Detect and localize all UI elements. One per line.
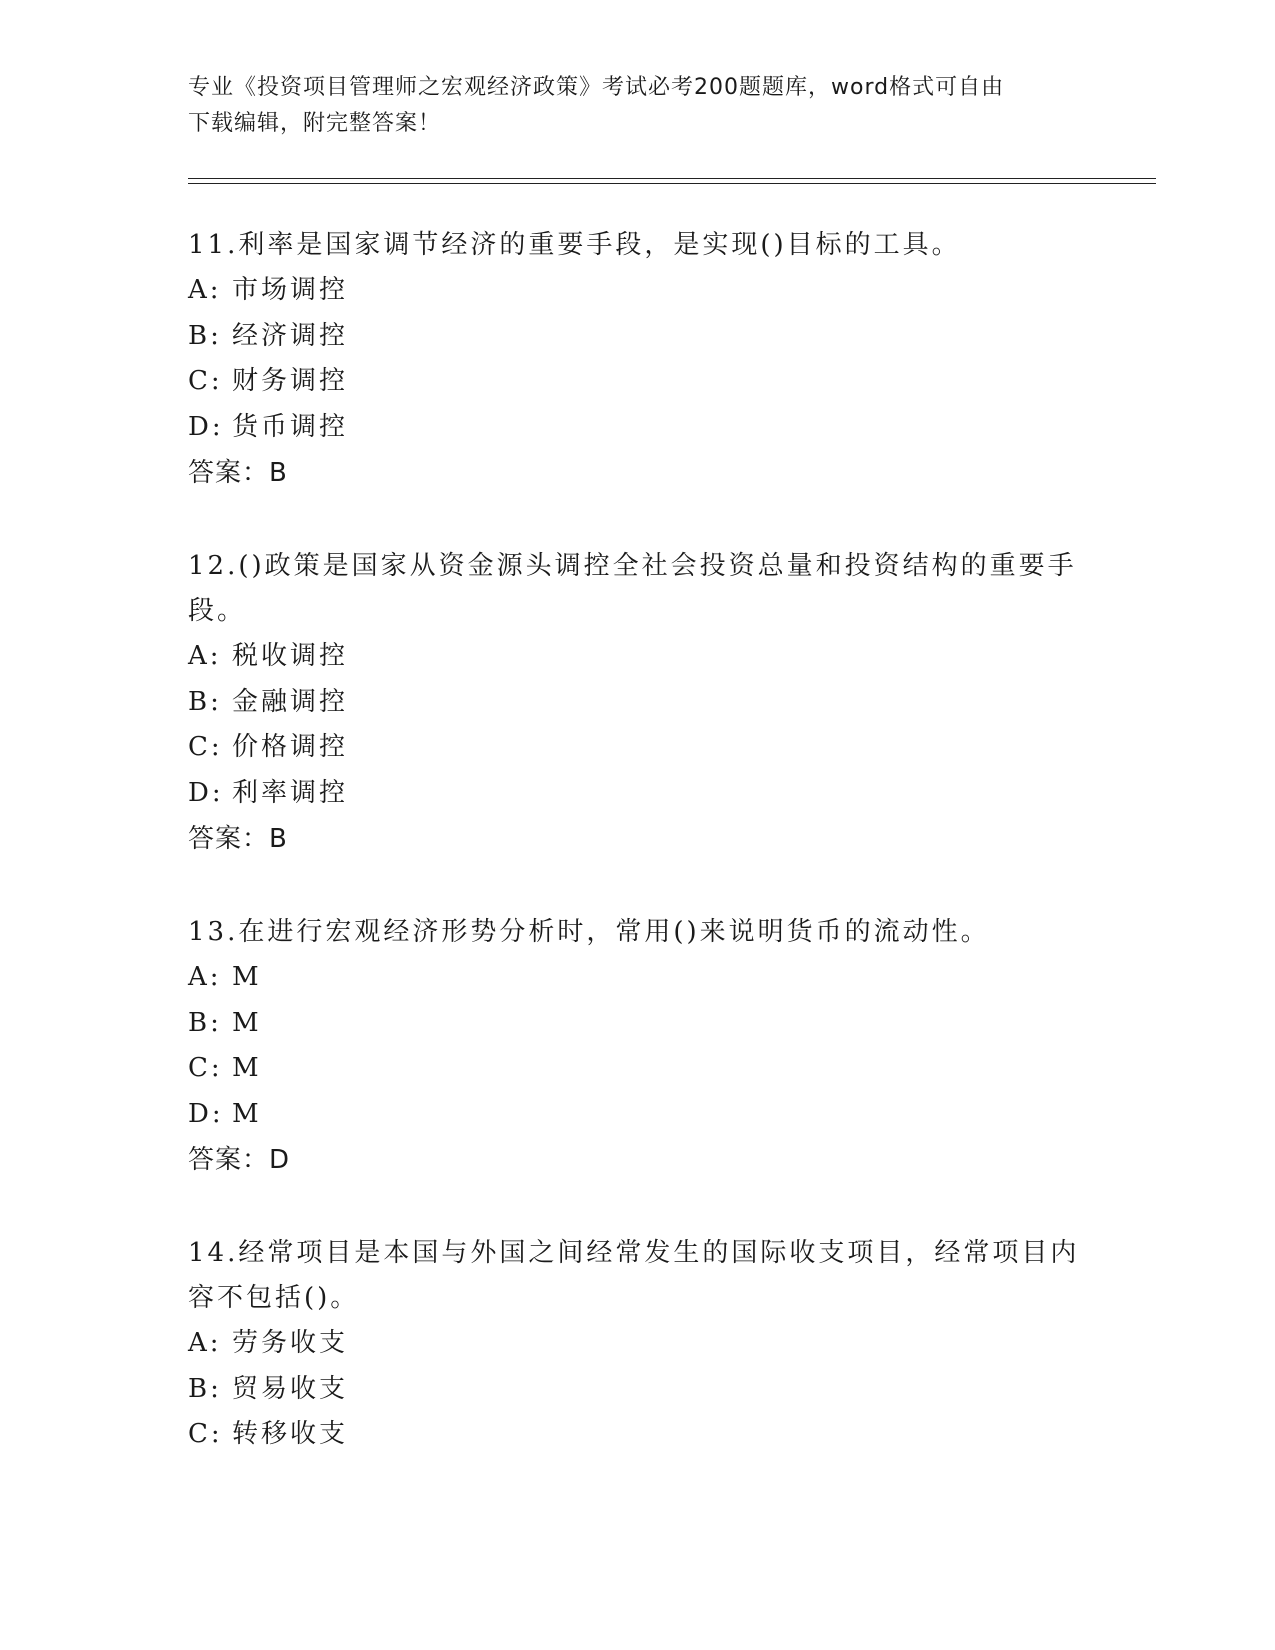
- option-label: D:: [188, 777, 224, 808]
- option-a: [188, 634, 1088, 680]
- option-label: A:: [188, 275, 222, 305]
- document-intro: [188, 70, 1068, 142]
- option-b: [188, 680, 1088, 726]
- question-stem: 11.利率是国家调节经济的重要手段，是实现()目标的工具。: [188, 230, 961, 260]
- option-text: M: [232, 1007, 262, 1038]
- answer-line: 答案：D: [188, 1145, 291, 1175]
- option-d: [188, 771, 1088, 817]
- option-text: 市场调控: [232, 275, 349, 305]
- option-a: [188, 1321, 1088, 1367]
- option-text: M: [232, 1098, 262, 1129]
- answer-line: 答案：B: [188, 458, 288, 488]
- answer-line: 答案：B: [188, 824, 288, 854]
- option-text: M: [232, 1053, 262, 1083]
- option-text: 价格调控: [232, 732, 349, 762]
- option-text: 利率调控: [232, 777, 349, 808]
- option-b: [188, 314, 1088, 360]
- question-stem: 14.经常项目是本国与外国之间经常发生的国际收支项目，经常项目内容不包括()。: [188, 1238, 1080, 1313]
- option-label: D:: [188, 411, 224, 442]
- option-label: C:: [188, 366, 223, 396]
- option-label: B:: [188, 1007, 222, 1038]
- option-text: 转移收支: [232, 1419, 349, 1449]
- option-text: 财务调控: [232, 366, 349, 396]
- question-12: [188, 544, 1088, 862]
- header-divider-top: [188, 178, 1156, 179]
- option-text: 金融调控: [232, 686, 349, 717]
- option-text: 税收调控: [232, 641, 349, 671]
- question-13: [188, 910, 1088, 1183]
- question-14: [188, 1231, 1088, 1458]
- intro-line-2: 下载编辑，附完整答案！: [188, 111, 442, 136]
- option-c: [188, 1412, 1088, 1458]
- option-text: 劳务收支: [232, 1328, 349, 1358]
- option-label: A:: [188, 1328, 222, 1358]
- question-11: [188, 223, 1088, 496]
- option-c: [188, 1046, 1088, 1092]
- option-a: [188, 268, 1088, 314]
- question-stem: 13.在进行宏观经济形势分析时，常用()来说明货币的流动性。: [188, 917, 990, 947]
- option-text: 贸易收支: [232, 1373, 349, 1404]
- option-c: [188, 359, 1088, 405]
- option-label: C:: [188, 1053, 223, 1083]
- option-b: [188, 1001, 1088, 1047]
- option-label: C:: [188, 732, 223, 762]
- question-list: [188, 223, 1088, 1506]
- option-label: B:: [188, 320, 222, 351]
- option-label: D:: [188, 1098, 224, 1129]
- option-label: A:: [188, 962, 222, 992]
- option-b: [188, 1367, 1088, 1413]
- header-divider-bottom: [188, 183, 1156, 184]
- option-text: 货币调控: [232, 411, 349, 442]
- option-d: [188, 1092, 1088, 1138]
- option-label: B:: [188, 686, 222, 717]
- option-label: B:: [188, 1373, 222, 1404]
- option-label: A:: [188, 641, 222, 671]
- option-c: [188, 725, 1088, 771]
- option-text: M: [232, 962, 262, 992]
- question-stem: 12.()政策是国家从资金源头调控全社会投资总量和投资结构的重要手段。: [188, 551, 1077, 626]
- intro-line-1: 专业《投资项目管理师之宏观经济政策》考试必考200题题库，word格式可自由: [188, 75, 1005, 100]
- option-label: C:: [188, 1419, 223, 1449]
- option-text: 经济调控: [232, 320, 349, 351]
- option-d: [188, 405, 1088, 451]
- option-a: [188, 955, 1088, 1001]
